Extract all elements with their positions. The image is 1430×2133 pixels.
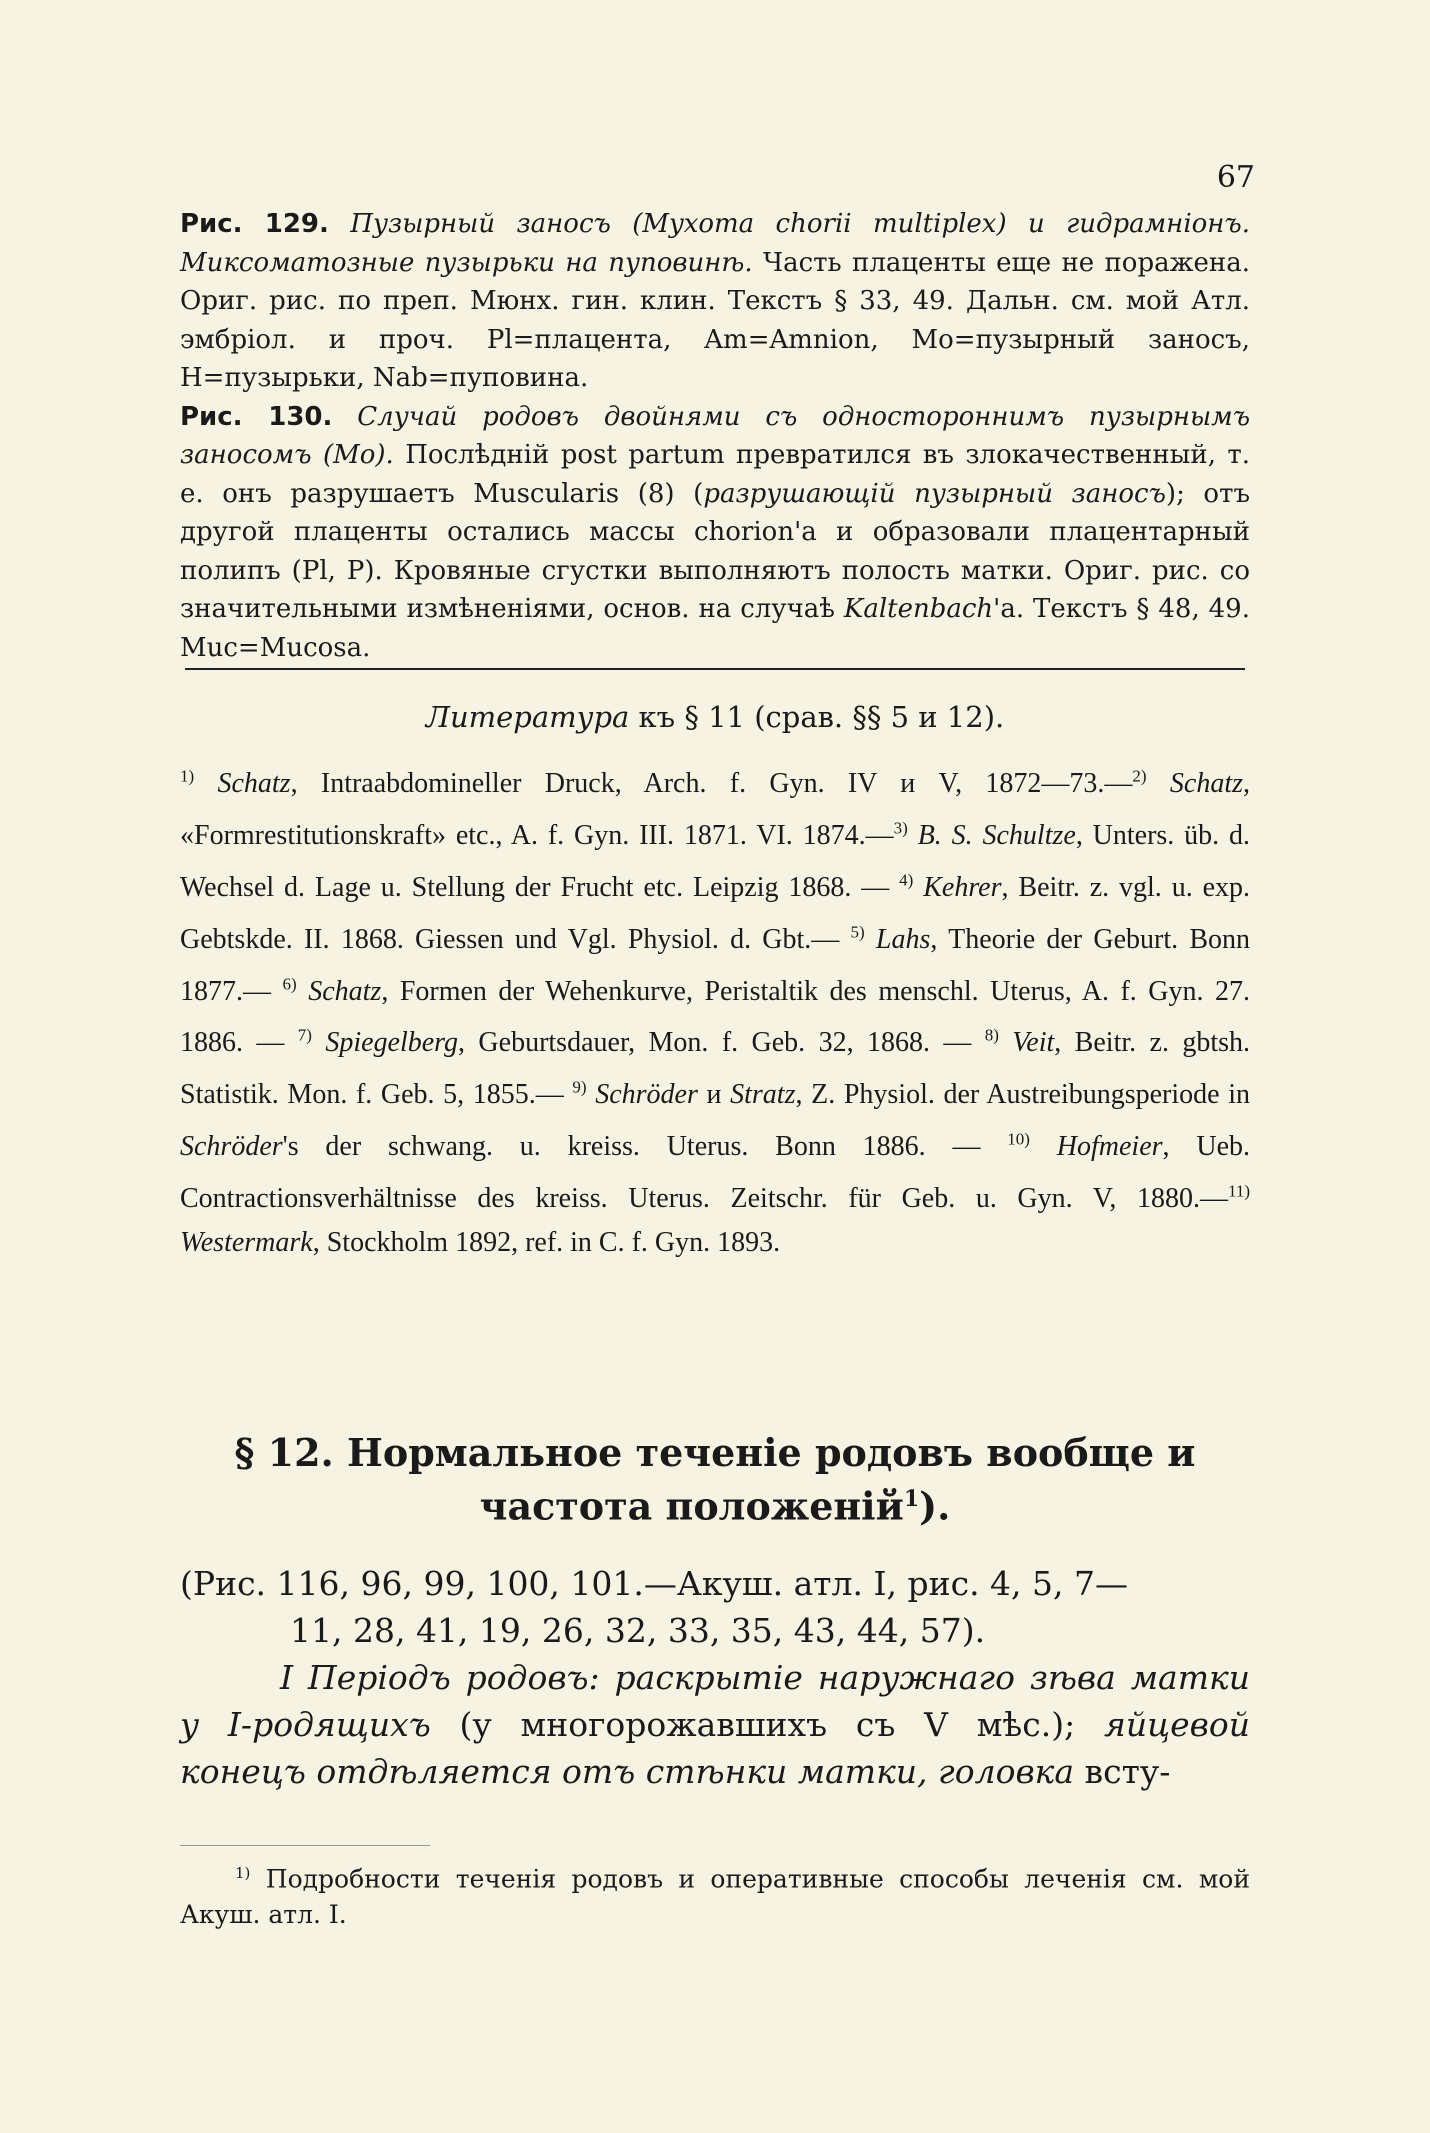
lit-author: Westermark — [180, 1227, 313, 1259]
lit-author: Kehrer — [923, 871, 1002, 903]
literature-heading-rest: къ § 11 (срав. §§ 5 и 12). — [629, 700, 1005, 734]
lit-num: 1 — [180, 767, 189, 786]
lit-num: 11 — [1227, 1181, 1245, 1201]
lit-text: , Z. Physiol. der Austreibungsperiode in — [795, 1079, 1250, 1111]
caption-label: Рис. 130. — [180, 401, 333, 432]
lit-author: Veit — [1012, 1027, 1055, 1059]
caption-fig-129 — [180, 205, 1250, 398]
figure-references-cont: 11, 28, 41, 19, 26, 32, 33, 35, 43, 44, 57). — [290, 1611, 986, 1650]
lit-num: 2 — [1132, 767, 1141, 786]
footnote-mark: 1 — [903, 1486, 920, 1512]
footnote: $^{1)}$ Подробности теченія родовъ и оперативные способы леченія см. мой Акуш. атл. I. — [180, 1864, 1250, 1930]
page-number: 67 — [1216, 160, 1255, 195]
lit-text: 's der schwang. u. kreiss. Uterus. Bonn 1886. — — [282, 1131, 1008, 1163]
footnote-divider — [180, 1845, 430, 1846]
footnote-mark: 1 — [235, 1864, 245, 1882]
lit-num: 5 — [850, 922, 860, 942]
caption-title: Пузырный заносъ (Myxoma chorii multiplex) и гидрамніонъ. Миксоматозные пузырьки на пуповинѣ. — [180, 209, 1251, 278]
literature-heading-word: Литература — [425, 700, 630, 734]
lit-author: Schröder — [180, 1131, 283, 1163]
intro-italic: яйцевой конецъ отдѣляется отъ стѣнки матки, головка — [180, 1705, 1250, 1791]
section-intro-paragraph — [180, 1654, 1250, 1795]
lit-text: , Formen der Wehenkurve, Peristaltik des menschl. Uterus, A. f. Gyn. 27. 1886. — — [180, 975, 1251, 1059]
lit-entry: $^{6)}$ Schatz, Formen der Wehenkurve, Peristaltik des menschl. Uterus, A. f. Gyn. 27. 1886. — — [180, 974, 1251, 1059]
lit-author: Schatz — [308, 975, 382, 1007]
lit-entry: $^{11)}$ Westermark, Stockholm 1892, ref. in C. f. Gyn. 1893. — [180, 1181, 1250, 1259]
lit-text: , Ueb. Contractionsverhältnisse des kreiss. Uterus. Zeitschr. für Geb. u. Gyn. V, 1880.— — [180, 1131, 1250, 1214]
caption-text: Часть плаценты еще не поражена. Ориг. рис. по преп. Мюнх. гин. клин. Текстъ § 33, 49. Дальн. см. мой Атл. эмбріол. и проч. Pl=плацента, Am=Amnion, Mo=пузырный заносъ, H=пузырьки, Nab=пуповина. — [180, 247, 1251, 393]
lit-author: Schatz — [1169, 768, 1243, 800]
lit-text: , Unters. üb. d. Wechsel d. Lage u. Stellung der Frucht etc. Leipzig 1868. — — [180, 820, 1251, 903]
intro-plain: всту- — [1074, 1752, 1171, 1791]
footnote-text: Подробности теченія родовъ и оперативные способы леченія см. мой Акуш. атл. I. — [180, 1864, 1250, 1930]
lit-entry: $^{7)}$ Spiegelberg, Geburtsdauer, Mon. f. Geb. 32, 1868. — — [297, 1026, 985, 1059]
figure-captions — [180, 205, 1250, 667]
lit-author: Stratz — [730, 1079, 796, 1111]
lit-entry: $^{4)}$ Kehrer, Beitr. z. vgl. u. exp. Gebtskde. II. 1868. Giessen und Vgl. Physiol. d. Gbt.— — [180, 870, 1251, 955]
literature-heading — [180, 700, 1250, 734]
lit-author: Schröder — [595, 1079, 698, 1111]
lit-entry: $^{5)}$ Lahs, Theorie der Geburt. Bonn 1877.— — [180, 922, 1250, 1007]
caption-label: Рис. 129. — [180, 209, 329, 239]
lit-entry: $^{8)}$ Veit, Beitr. z. gbtsh. Statistik. Mon. f. Geb. 5, 1855.— — [180, 1026, 1251, 1111]
lit-author: Spiegelberg — [325, 1027, 459, 1059]
lit-author: B. S. Schultze — [917, 820, 1076, 852]
caption-author: Kaltenbach — [843, 594, 994, 624]
lit-num: 10 — [1007, 1129, 1025, 1149]
lit-num: 6 — [282, 974, 292, 994]
lit-entry: $^{3)}$ B. S. Schultze, Unters. üb. d. Wechsel d. Lage u. Stellung der Frucht etc. Leipzig 1868. — — [180, 818, 1251, 903]
section-title-end: ). — [919, 1483, 951, 1529]
lit-num: 9 — [572, 1077, 581, 1097]
lit-num: 3 — [893, 818, 903, 838]
lit-text: , Geburtsdauer, Mon. f. Geb. 32, 1868. — — [458, 1027, 985, 1059]
caption-text: ); отъ другой плаценты остались массы chorion'а и образовали плацентарный полипъ (Pl, P). Кровяные сгустки выполняютъ полость матки. Ориг. рис. со значительными измѣненіями, основ. на случаѣ — [180, 478, 1251, 624]
lit-entry: $^{9)}$ Schröder и Stratz, Z. Physiol. der Austreibungsperiode in Schröder's der schwang. u. kreiss. Uterus. Bonn 1886. — — [180, 1077, 1250, 1163]
intro-plain: (у многорожавшихъ съ V мѣс.); — [430, 1705, 1104, 1744]
section-title — [180, 1430, 1250, 1530]
lit-text: , Theorie der Geburt. Bonn 1877.— — [180, 923, 1250, 1007]
lit-text: и — [697, 1079, 731, 1111]
lit-num: 8 — [984, 1026, 994, 1046]
lit-text: , Stockholm 1892, ref. in C. f. Gyn. 1893. — [312, 1227, 781, 1259]
lit-num: 7 — [297, 1026, 307, 1046]
intro-italic: I Періодъ родовъ: раскрытіе наружнаго зѣва матки у I-родящихъ — [180, 1658, 1250, 1744]
lit-entry: $^{1)}$ Schatz, Intraabdomineller Druck, Arch. f. Gyn. IV и V, 1872—73.— — [180, 767, 1133, 800]
literature-list — [180, 755, 1250, 1266]
lit-author: Schatz — [217, 768, 291, 800]
caption-text-italic: разрушающій пузырный заносъ — [703, 478, 1166, 509]
caption-text: Послѣдній post partum превратился въ злокачественный, т. е. онъ разрушаетъ Muscularis (8) ( — [180, 440, 1251, 509]
lit-entry: $^{10)}$ Hofmeier, Ueb. Contractionsverhältnisse des kreiss. Uterus. Zeitschr. für Geb. u. Gyn. V, 1880.— — [180, 1129, 1250, 1214]
caption-fig-130 — [180, 398, 1250, 668]
caption-text: 'а. Текстъ § 48, 49. Muc=Mucosa. — [180, 594, 1250, 663]
lit-text: , Beitr. z. gbtsh. Statistik. Mon. f. Geb. 5, 1855.— — [180, 1027, 1251, 1111]
lit-author: Lahs — [875, 923, 931, 955]
section-body — [180, 1560, 1250, 1795]
section-title-text: § 12. Нормальное теченіе родовъ вообще и частота положеній — [234, 1430, 1196, 1529]
lit-num: 4 — [899, 870, 908, 890]
lit-text: , Intraabdomineller Druck, Arch. f. Gyn. IV и V, 1872—73.— — [290, 768, 1133, 800]
lit-entry: $^{2)}$ Schatz, «Formrestitutionskraft» etc., A. f. Gyn. III. 1871. VI. 1874.— — [180, 767, 1250, 852]
lit-text: , «Formrestitutionskraft» etc., A. f. Gyn. III. 1871. VI. 1874.— — [180, 768, 1250, 852]
lit-author: Hofmeier — [1056, 1131, 1163, 1163]
figure-references: (Рис. 116, 96, 99, 100, 101.—Акуш. атл. I, рис. 4, 5, 7— — [180, 1564, 1128, 1603]
caption-title: Случай родовъ двойнями съ одностороннимъ пузырнымъ заносомъ (Mo). — [180, 401, 1251, 470]
section-divider — [185, 668, 1245, 670]
lit-text: , Beitr. z. vgl. u. exp. Gebtskde. II. 1868. Giessen und Vgl. Physiol. d. Gbt.— — [180, 871, 1251, 955]
